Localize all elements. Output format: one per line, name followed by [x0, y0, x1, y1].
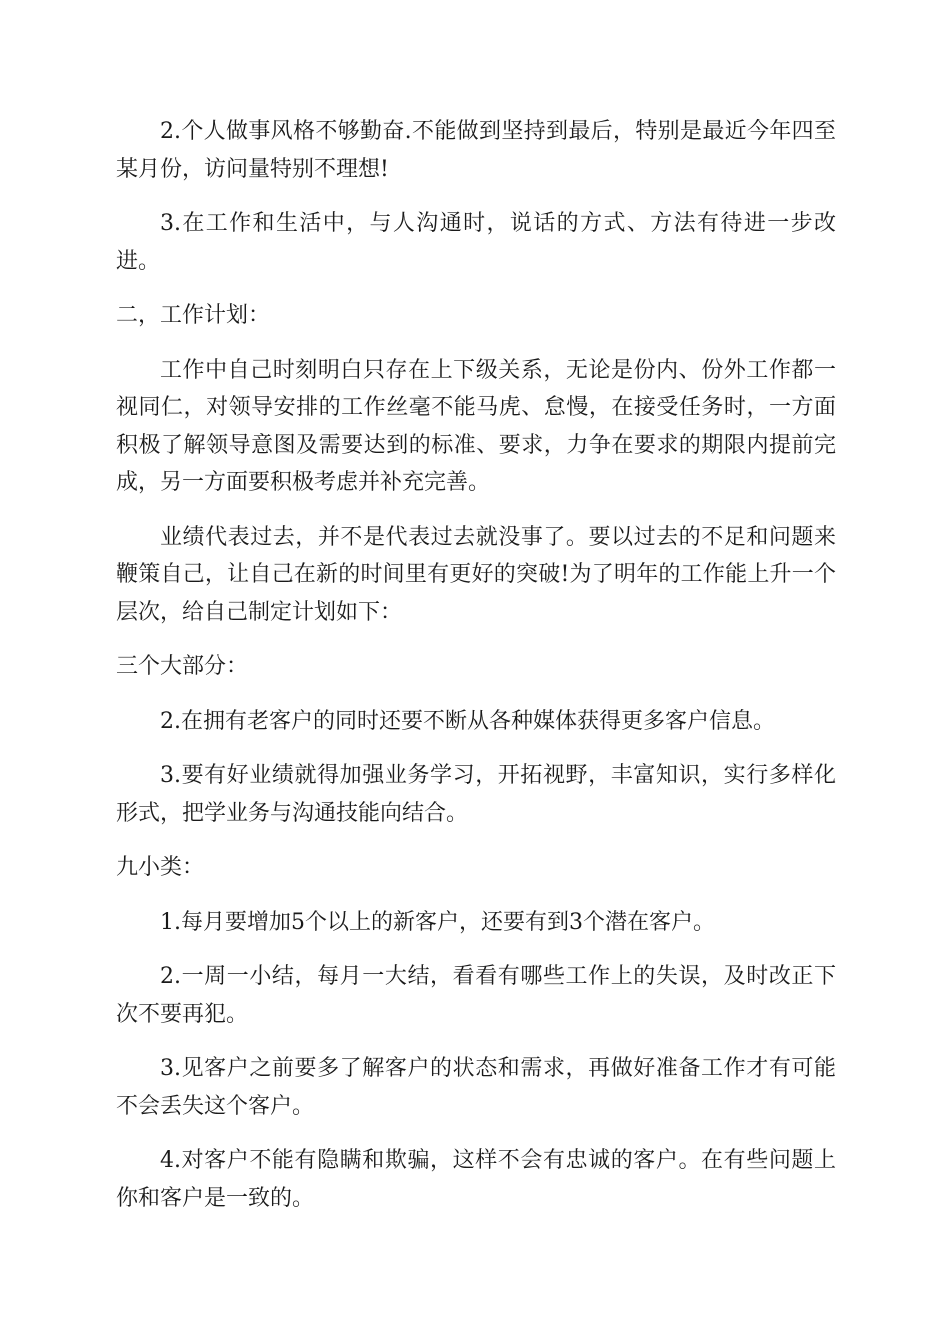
paragraph-work-attitude: 工作中自己时刻明白只存在上下级关系，无论是份内、份外工作都一视同仁，对领导安排的工作丝毫不能马虎、怠慢，在接受任务时，一方面积极了解领导意图及需要达到的标准、要求，力争在要求的期限内提前完成，另一方面要积极考虑并补充完善。: [116, 357, 836, 495]
paragraph-new-client-info: 2.在拥有老客户的同时还要不断从各种媒体获得更多客户信息。: [160, 708, 775, 734]
list-item-weekly-summary: 2.一周一小结，每月一大结，看看有哪些工作上的失误，及时改正下次不要再犯。: [116, 964, 836, 1027]
paragraph-work-style: 2.个人做事风格不够勤奋.不能做到坚持到最后，特别是最近今年四至某月份，访问量特别不理想!: [116, 119, 836, 182]
paragraph-business-learning: 3.要有好业绩就得加强业务学习，开拓视野，丰富知识，实行多样化形式，把学业务与沟通技能向结合。: [116, 763, 836, 826]
paragraph-communication: 3.在工作和生活中，与人沟通时，说话的方式、方法有待进一步改进。: [116, 211, 836, 274]
paragraph-performance-goals: 业绩代表过去，并不是代表过去就没事了。要以过去的不足和问题来鞭策自己，让自己在新的时间里有更好的突破!为了明年的工作能上升一个层次，给自己制定计划如下：: [116, 524, 836, 625]
section-heading-three-parts: 三个大部分：: [116, 654, 249, 679]
list-item-client-preparation: 3.见客户之前要多了解客户的状态和需求，再做好准备工作才有可能不会丢失这个客户。: [116, 1056, 836, 1119]
section-heading-work-plan: 二，工作计划：: [116, 303, 271, 328]
section-heading-nine-categories: 九小类：: [116, 855, 205, 880]
document-body: [116, 113, 836, 1234]
list-item-client-honesty: 4.对客户不能有隐瞒和欺骗，这样不会有忠诚的客户。在有些问题上你和客户是一致的。: [116, 1148, 836, 1211]
list-item-monthly-clients: 1.每月要增加5个以上的新客户，还要有到3个潜在客户。: [160, 909, 715, 935]
